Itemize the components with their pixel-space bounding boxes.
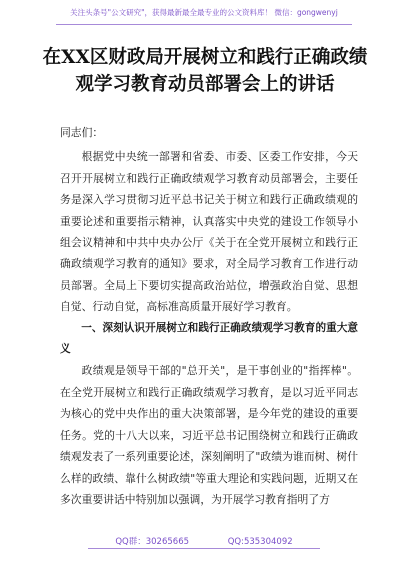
header-divider	[56, 24, 352, 25]
contact-footer	[0, 535, 408, 547]
footer-divider	[88, 548, 320, 549]
qq-group-link: QQ群：30265665	[115, 537, 190, 547]
document-body	[60, 122, 358, 510]
paragraph-intro: 根据党中央统一部署和省委、市委、区委工作安排，今天召开开展树立和践行正确政绩观学习教育动员部署会，主要任务是深入学习贯彻习近平总书记关于树立和践行正确政绩观的重要论述和重要指示精神，认真落实中央党的建设工作领导小组会议精神和中共中央办公厅《关于在全党开展树立和践行正确政绩观学习教育的通知》要求，对全局学习教育工作进行动员部署。全局上下要切实提高政治站位，增强政治自觉、思想自觉、行动自觉，高标准高质量开展好学习教育。	[60, 150, 358, 314]
section-heading: 一、深刻认识开展树立和践行正确政绩观学习教育的重大意义	[60, 321, 358, 356]
promo-banner: 关注头条号"公文研究"，获得最新最全最专业的公文资料库！ 微信：gongwenyj	[70, 8, 338, 17]
qq-contact: QQ:535304092	[227, 537, 293, 547]
salutation: 同志们：	[60, 126, 104, 139]
document-title: 在XX区财政局开展树立和践行正确政绩观学习教育动员部署会上的讲话	[42, 47, 368, 95]
paragraph-section-1: 政绩观是领导干部的"总开关"，是干事创业的"指挥棒"。在全党开展树立和践行正确政绩观学习教育，是以习近平同志为核心的党中央作出的重大决策部署，是今年党的建设的重要任务。党的十八大以来，习近平总书记围绕树立和践行正确政绩观发表了一系列重要论述，深刻阐明了"政绩为谁而树、树什么样的政绩、靠什么树政绩"等重大理论和实践问题，近期又在多次重要讲话中特别加以强调，为开展学习教育指明了方	[60, 364, 358, 506]
